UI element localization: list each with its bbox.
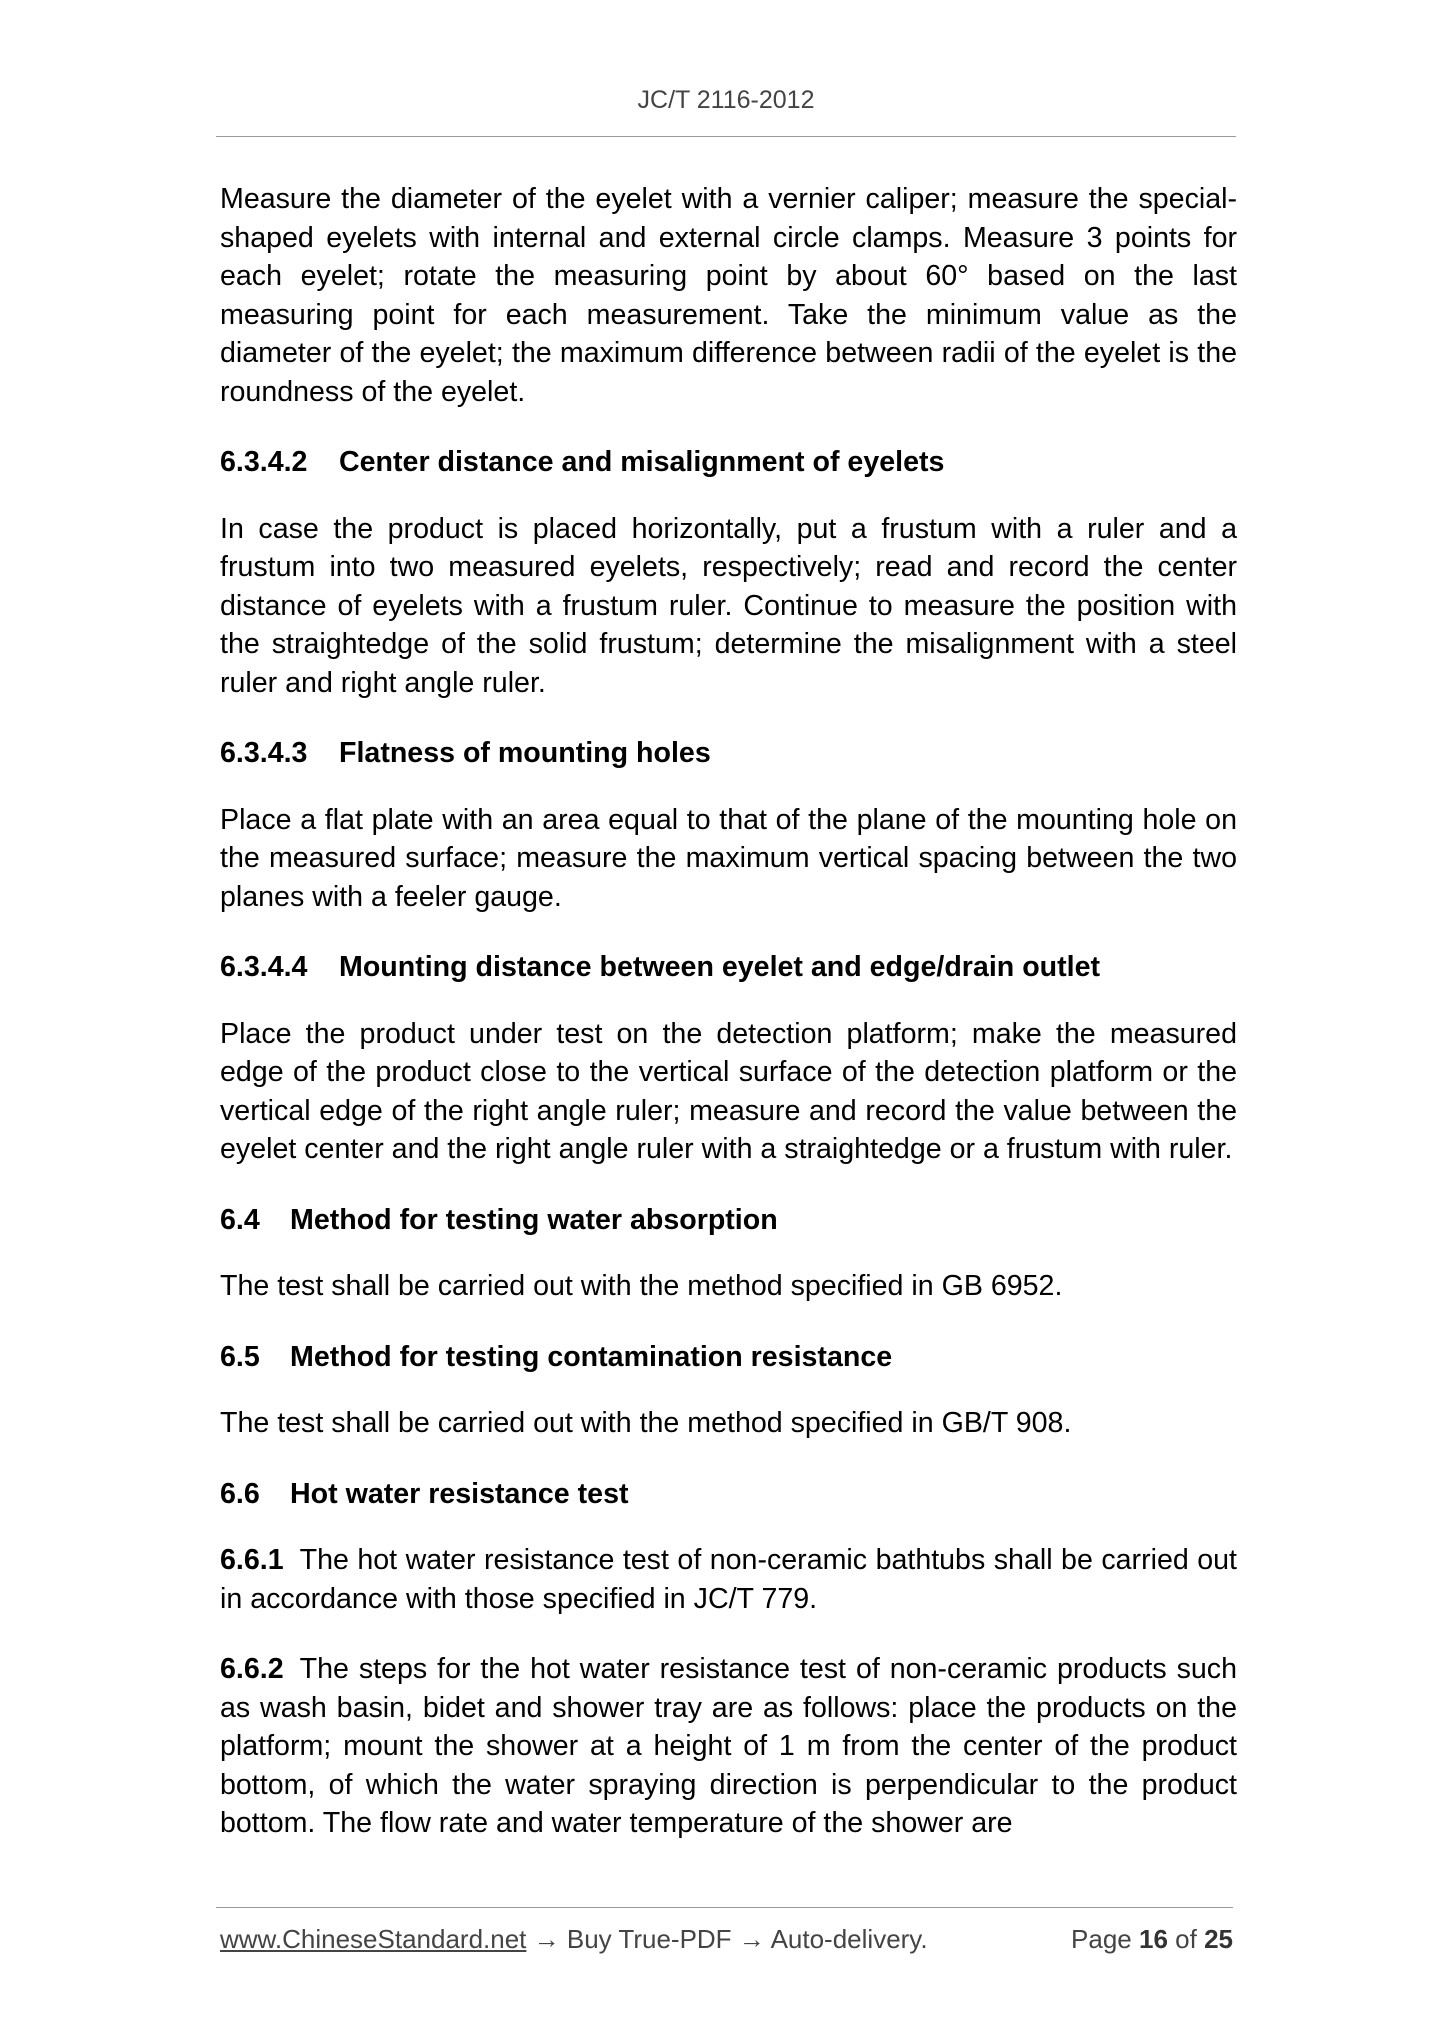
- footer-tagline: → Buy True-PDF → Auto-delivery.: [526, 1924, 928, 1954]
- page-indicator: [1071, 1924, 1233, 1955]
- section-body-6-3-4-3: Place a flat plate with an area equal to that of the plane of the mounting hole on the measured surface; measure the maximum vertical spacing between the two planes with a feeler gauge.: [220, 803, 1237, 913]
- clause-text: The steps for the hot water resistance test of non-ceramic products such as wash basin, bidet and shower tray are as follows: place the products on the platform; mount the shower at a height of 1 m from the center of the product bottom, of which the water spraying direction is perpendicular to the product bottom. The flow rate and water temperature of the shower are: [220, 1653, 1237, 1839]
- section-title: Method for testing water absorption: [290, 1203, 778, 1236]
- section-body-6-5: The test shall be carried out with the method specified in GB/T 908.: [220, 1407, 1072, 1439]
- intro-paragraph: Measure the diameter of the eyelet with a vernier caliper; measure the special-shaped eyelets with internal and external circle clamps. Measure 3 points for each eyelet; rotate the measuring point by about 60° based on the last measuring point for each measurement. Take the minimum value as the diameter of the eyelet; the maximum difference between radii of the eyelet is the roundness of the eyelet.: [220, 183, 1237, 408]
- section-body-6-3-4-2: In case the product is placed horizontally, put a frustum with a ruler and a frustum into two measured eyelets, respectively; read and record the center distance of eyelets with a frustum ruler. Continue to measure the position with the straightedge of the solid frustum; determine the misalignment with a steel ruler and right angle ruler.: [220, 512, 1237, 699]
- section-body-6-4: The test shall be carried out with the method specified in GB 6952.: [220, 1270, 1063, 1302]
- section-title: Center distance and misalignment of eyelets: [339, 446, 945, 478]
- section-number: 6.6: [220, 1477, 260, 1510]
- clause-text: The hot water resistance test of non-ceramic bathtubs shall be carried out in accordance with those specified in JC/T 779.: [220, 1544, 1237, 1615]
- clause-number: 6.6.2: [220, 1653, 284, 1685]
- section-heading-6-5: [220, 1338, 1237, 1377]
- section-title: Mounting distance between eyelet and edge/drain outlet: [339, 951, 1101, 983]
- current-page-number: 16: [1139, 1924, 1168, 1954]
- section-heading-6-3-4-3: [220, 734, 1237, 773]
- section-body-6-3-4-4: Place the product under test on the detection platform; make the measured edge of the product close to the vertical surface of the detection platform or the vertical edge of the right angle ruler; measure and record the value between the eyelet center and the right angle ruler with a straightedge or a frustum with ruler.: [220, 1017, 1237, 1165]
- page-footer: [220, 1924, 1233, 1960]
- total-pages-number: 25: [1204, 1924, 1233, 1954]
- clause-6-6-1: [220, 1541, 1237, 1618]
- page-of-label: of: [1175, 1924, 1197, 1954]
- section-title: Flatness of mounting holes: [339, 737, 711, 769]
- page-label: Page: [1071, 1924, 1132, 1954]
- page-content: [220, 180, 1237, 1875]
- section-number: 6.5: [220, 1340, 260, 1373]
- section-heading-6-4: [220, 1201, 1237, 1240]
- footer-divider: [216, 1907, 1233, 1908]
- section-heading-6-6: [220, 1475, 1237, 1514]
- section-heading-6-3-4-2: [220, 443, 1237, 482]
- website-link[interactable]: www.ChineseStandard.net: [220, 1924, 527, 1954]
- section-number: 6.3.4.2: [220, 446, 308, 478]
- header-divider: [216, 136, 1236, 137]
- section-title: Hot water resistance test: [290, 1477, 629, 1510]
- section-title: Method for testing contamination resistance: [290, 1340, 893, 1373]
- section-number: 6.4: [220, 1203, 260, 1236]
- clause-number: 6.6.1: [220, 1544, 284, 1576]
- document-code-header: JC/T 2116-2012: [637, 86, 815, 114]
- footer-promo: [220, 1924, 928, 1955]
- section-number: 6.3.4.4: [220, 951, 308, 983]
- clause-6-6-2: [220, 1650, 1237, 1843]
- section-number: 6.3.4.3: [220, 737, 308, 769]
- section-heading-6-3-4-4: [220, 948, 1237, 987]
